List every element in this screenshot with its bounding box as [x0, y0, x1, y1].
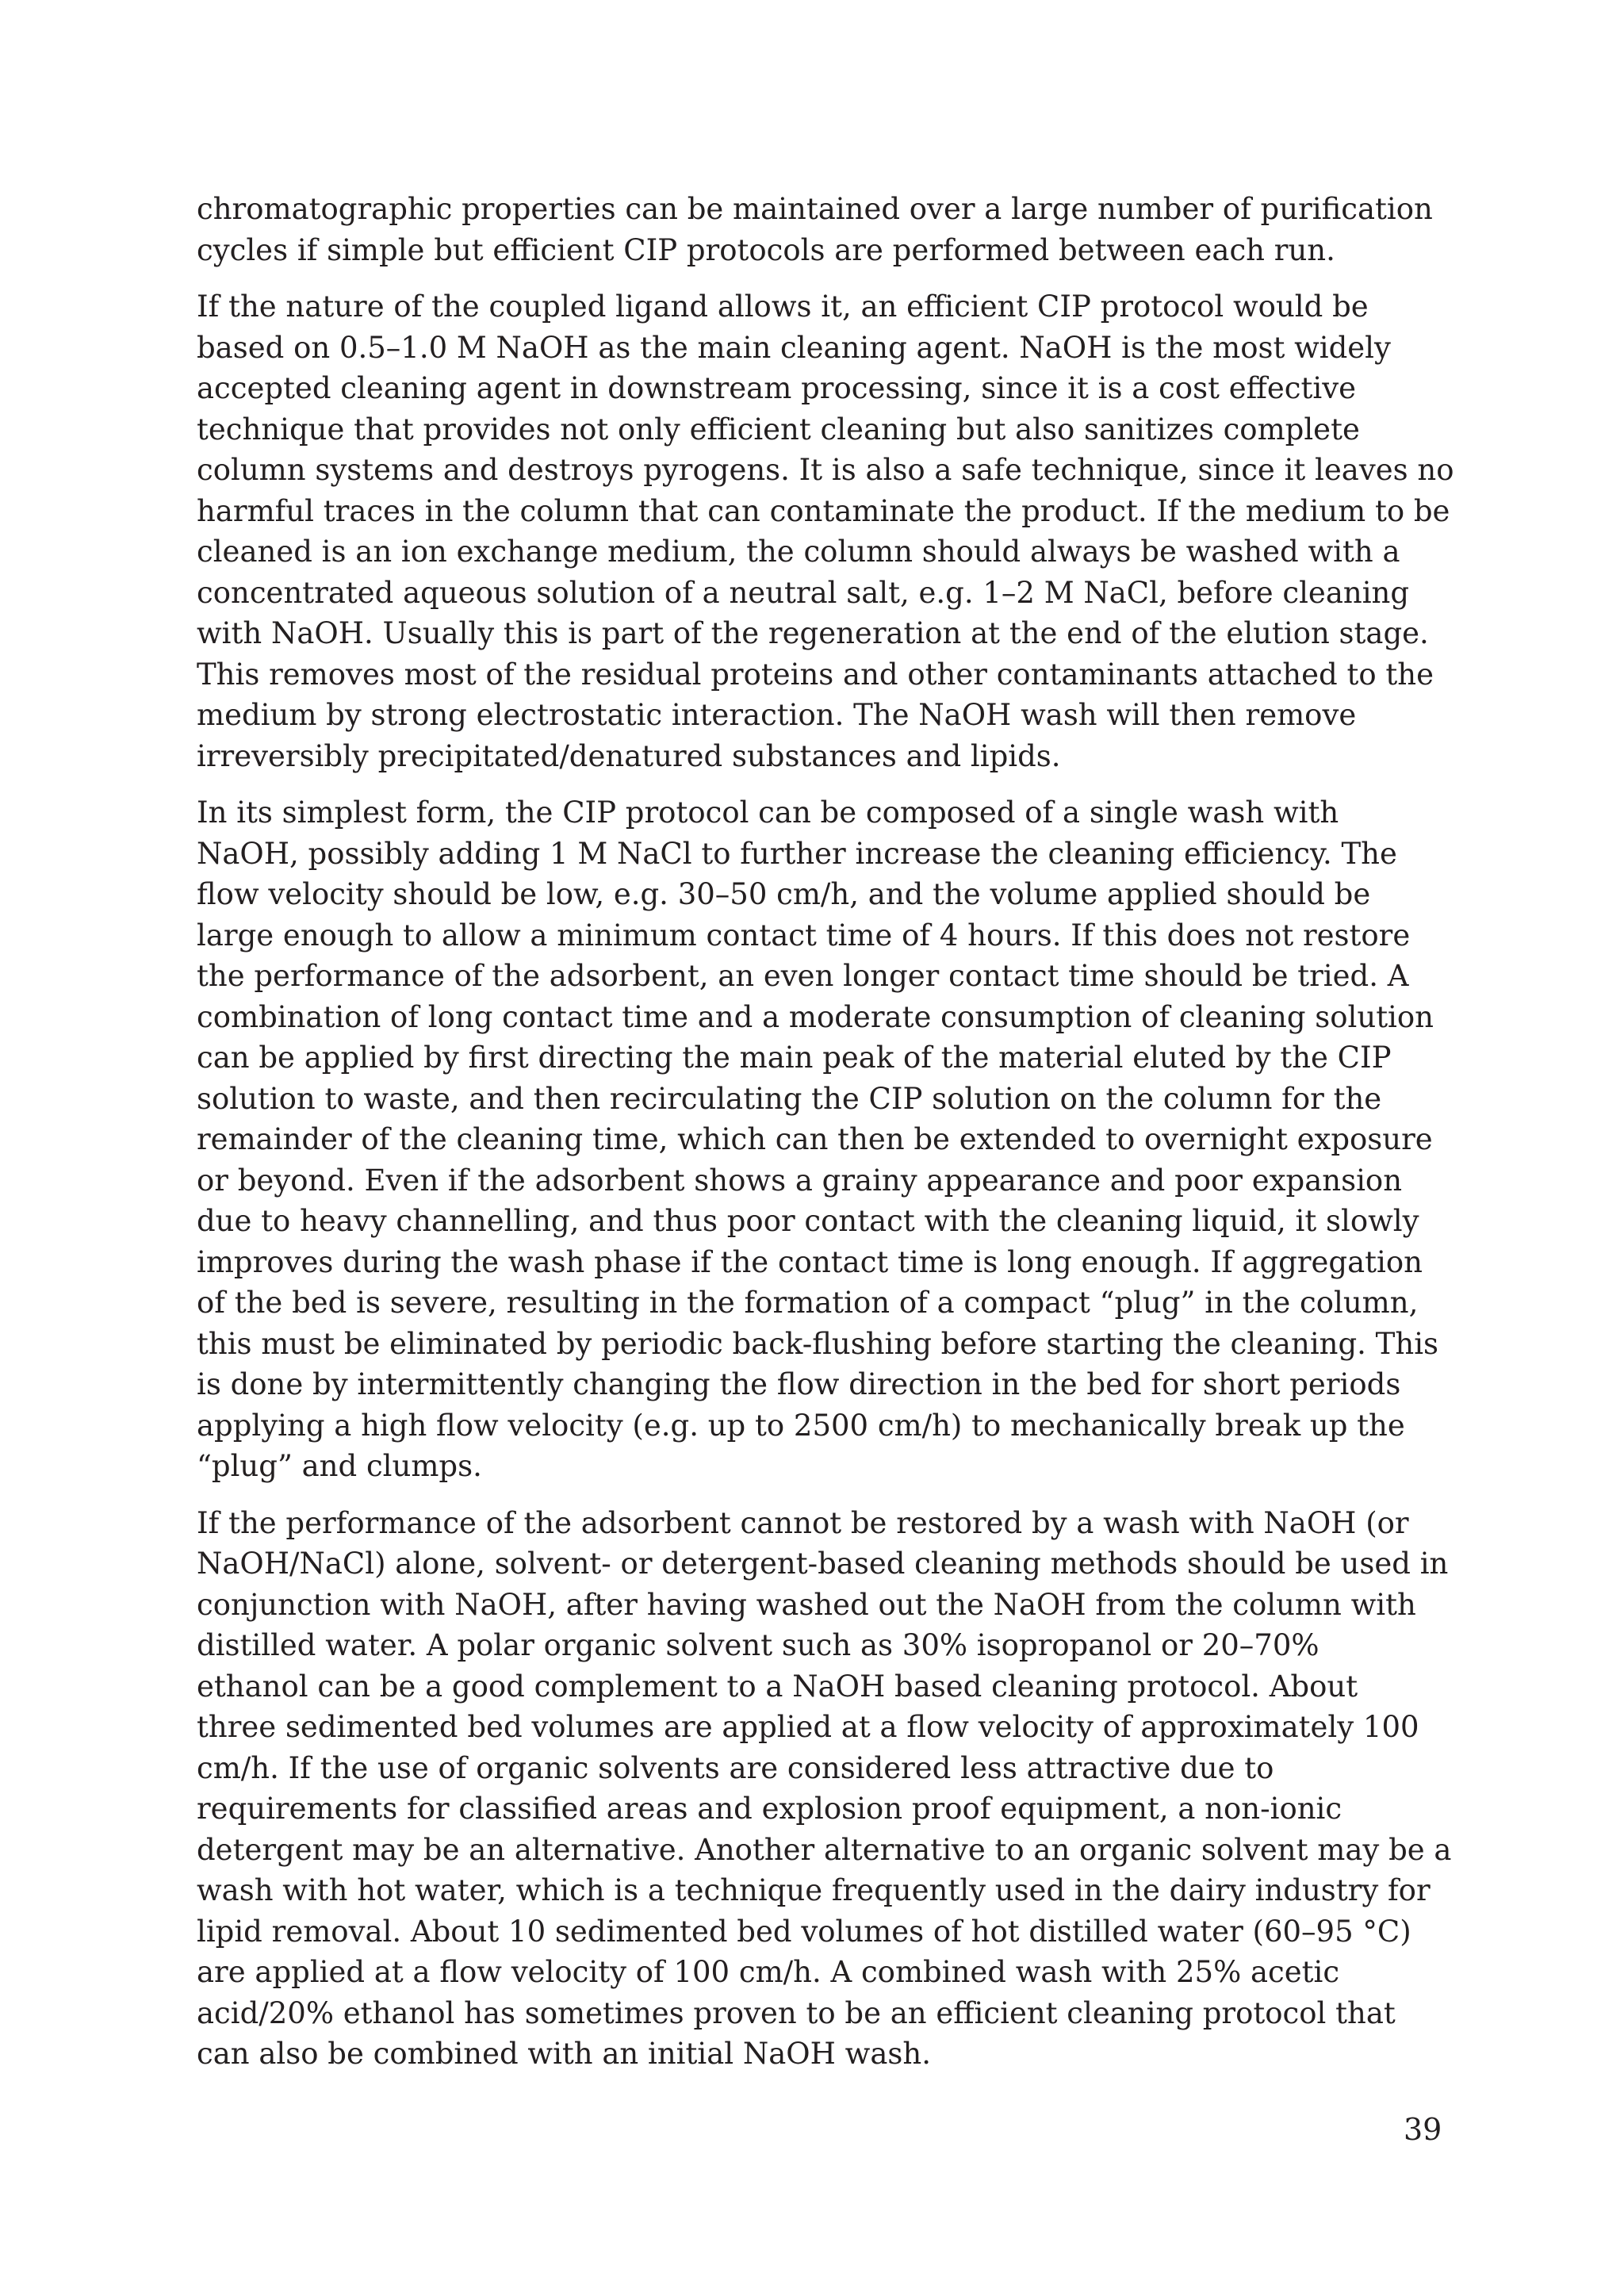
text-line: chromatographic properties can be maintained over a large number of purification: [197, 192, 1433, 226]
text-line: can be applied by first directing the main peak of the material eluted by the CIP: [197, 1041, 1392, 1075]
text-line: concentrated aqueous solution of a neutral salt, e.g. 1–2 M NaCl, before cleaning: [197, 575, 1410, 610]
text-line: the performance of the adsorbent, an even longer contact time should be tried. A: [197, 959, 1409, 993]
text-line: harmful traces in the column that can contaminate the product. If the medium to be: [197, 493, 1450, 528]
text-line: requirements for classified areas and explosion proof equipment, a non-ionic: [197, 1792, 1342, 1826]
text-line: or beyond. Even if the adsorbent shows a grainy appearance and poor expansion: [197, 1163, 1403, 1198]
text-line: acid/20% ethanol has sometimes proven to be an efficient cleaning protocol that: [197, 1995, 1396, 2030]
text-line: This removes most of the residual proteins and other contaminants attached to the: [197, 657, 1434, 692]
text-line: improves during the wash phase if the contact time is long enough. If aggregation: [197, 1244, 1423, 1279]
text-line: NaOH/NaCl) alone, solvent- or detergent-based cleaning methods should be used in: [197, 1547, 1449, 1581]
text-line: cycles if simple but efficient CIP protocols are performed between each run.: [197, 232, 1335, 267]
text-line: NaOH, possibly adding 1 M NaCl to further increase the cleaning efficiency. The: [197, 836, 1397, 871]
text-line: wash with hot water, which is a technique frequently used in the dairy industry for: [197, 1873, 1431, 1907]
text-line: “plug” and clumps.: [197, 1449, 482, 1483]
text-line: due to heavy channelling, and thus poor contact with the cleaning liquid, it slowly: [197, 1204, 1419, 1238]
paragraph: [197, 792, 1450, 1487]
text-line: ethanol can be a good complement to a NaOH based cleaning protocol. About: [197, 1669, 1358, 1704]
text-line: technique that provides not only efficient cleaning but also sanitizes complete: [197, 412, 1360, 447]
text-line: applying a high flow velocity (e.g. up to 2500 cm/h) to mechanically break up the: [197, 1408, 1405, 1443]
text-line: medium by strong electrostatic interaction. The NaOH wash will then remove: [197, 698, 1357, 732]
text-line: is done by intermittently changing the flow direction in the bed for short periods: [197, 1367, 1401, 1401]
text-line: are applied at a flow velocity of 100 cm/h. A combined wash with 25% acetic: [197, 1955, 1340, 1989]
paragraph: [197, 189, 1450, 270]
text-line: combination of long contact time and a moderate consumption of cleaning solution: [197, 999, 1434, 1034]
text-line: three sedimented bed volumes are applied at a flow velocity of approximately 100: [197, 1710, 1419, 1744]
text-line: conjunction with NaOH, after having washed out the NaOH from the column with: [197, 1587, 1416, 1622]
text-line: irreversibly precipitated/denatured substances and lipids.: [197, 738, 1061, 773]
paragraph: [197, 286, 1454, 776]
text-line: If the nature of the coupled ligand allows it, an efficient CIP protocol would be: [197, 289, 1369, 324]
text-line: solution to waste, and then recirculating the CIP solution on the column for the: [197, 1081, 1382, 1116]
page-number: 39: [1404, 2112, 1442, 2147]
text-line: cleaned is an ion exchange medium, the column should always be washed with a: [197, 535, 1400, 569]
text-line: distilled water. A polar organic solvent such as 30% isopropanol or 20–70%: [197, 1628, 1320, 1662]
text-line: cm/h. If the use of organic solvents are considered less attractive due to: [197, 1750, 1274, 1785]
text-line: flow velocity should be low, e.g. 30–50 cm/h, and the volume applied should be: [197, 877, 1371, 911]
text-line: If the performance of the adsorbent cannot be restored by a wash with NaOH (or: [197, 1505, 1409, 1540]
text-line: column systems and destroys pyrogens. It is also a safe technique, since it leaves no: [197, 453, 1454, 487]
text-line: detergent may be an alternative. Another alternative to an organic solvent may be a: [197, 1832, 1452, 1867]
text-line: can also be combined with an initial NaOH wash.: [197, 2037, 931, 2071]
text-line: lipid removal. About 10 sedimented bed volumes of hot distilled water (60–95 °C): [197, 1914, 1411, 1949]
text-line: In its simplest form, the CIP protocol can be composed of a single wash with: [197, 795, 1339, 830]
text-line: with NaOH. Usually this is part of the regeneration at the end of the elution stage.: [197, 616, 1429, 650]
text-line: large enough to allow a minimum contact time of 4 hours. If this does not restore: [197, 918, 1411, 953]
text-line: accepted cleaning agent in downstream processing, since it is a cost effective: [197, 371, 1357, 405]
text-line: this must be eliminated by periodic back-flushing before starting the cleaning. This: [197, 1326, 1439, 1361]
text-line: remainder of the cleaning time, which can then be extended to overnight exposure: [197, 1122, 1433, 1156]
text-line: of the bed is severe, resulting in the formation of a compact “plug” in the column,: [197, 1286, 1419, 1320]
paragraph: [197, 1503, 1450, 2075]
text-line: based on 0.5–1.0 M NaOH as the main cleaning agent. NaOH is the most widely: [197, 330, 1391, 365]
page-body: [197, 189, 1454, 2091]
